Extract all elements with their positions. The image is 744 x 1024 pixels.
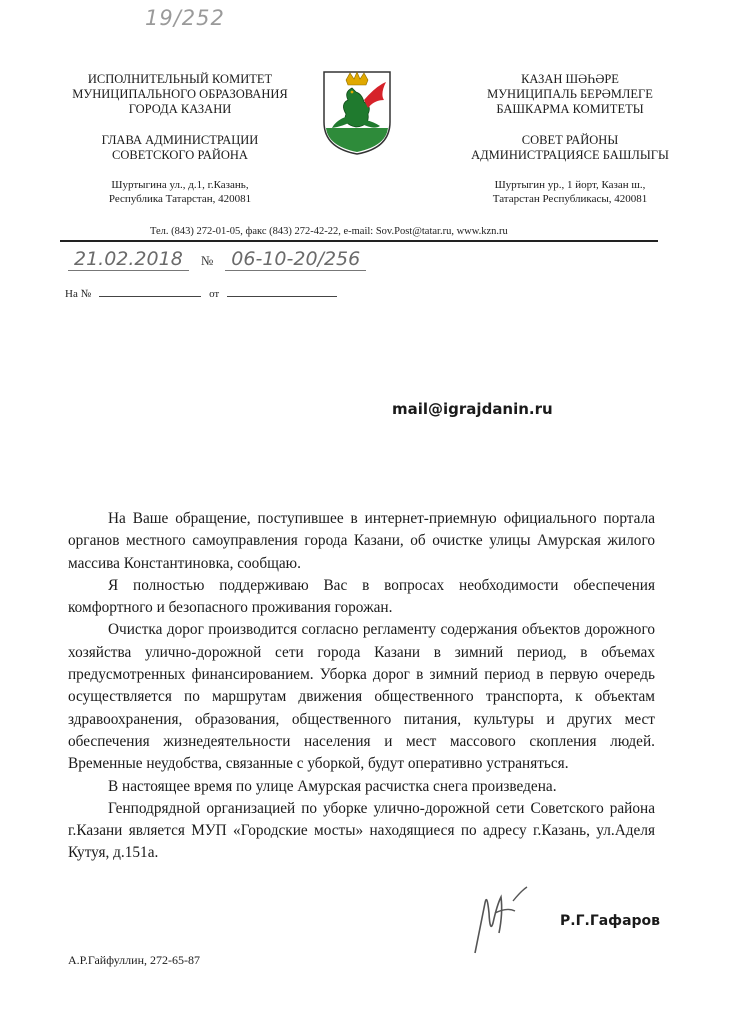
coat-of-arms-emblem — [322, 70, 392, 156]
handwritten-signature — [455, 883, 545, 958]
incoming-no-blank — [99, 287, 201, 297]
header-left-org-line: МУНИЦИПАЛЬНОГО ОБРАЗОВАНИЯ — [72, 87, 288, 101]
incoming-reference — [65, 287, 345, 300]
body-paragraph: На Ваше обращение, поступившее в интернет-приемную официального портала органов местного самоуправления города Казани, об очистке улицы Амурская жилого массива Константиновка, сообщаю. — [68, 510, 655, 572]
header-right-org-line: МУНИЦИПАЛЬ БЕРӘМЛЕГЕ — [487, 87, 653, 101]
header-right-title — [445, 133, 695, 163]
header-left-title-line: СОВЕТСКОГО РАЙОНА — [112, 148, 248, 162]
incoming-no-label: На № — [65, 288, 92, 300]
header-left-address — [60, 178, 300, 206]
header-left-org-line: ГОРОДА КАЗАНИ — [128, 102, 232, 116]
header-right-org — [445, 72, 695, 117]
registration-line — [68, 248, 366, 271]
header-left-title-line: ГЛАВА АДМИНИСТРАЦИИ — [101, 133, 259, 147]
registration-number-label: № — [200, 253, 214, 268]
addressee-email: mail@igrajdanin.ru — [392, 400, 553, 418]
body-paragraph: Генподрядной организацией по уборке улично-дорожной сети Советского района г.Казани является МУП «Городские мосты» находящиеся по адресу г.Казань, ул.Аделя Кутуя, д.151а. — [68, 799, 655, 862]
header-divider — [60, 240, 658, 242]
header-left-org — [60, 72, 300, 117]
signer-name: Р.Г.Гафаров — [560, 913, 661, 929]
header-right-address — [445, 178, 695, 206]
registration-number: 06-10-20/256 — [225, 248, 366, 271]
body-paragraph: В настоящее время по улице Амурская расчистка снега произведена. — [108, 777, 557, 795]
header-right-org-line: БАШКАРМА КОМИТЕТЫ — [496, 102, 644, 116]
header-left-org-line: ИСПОЛНИТЕЛЬНЫЙ КОМИТЕТ — [87, 72, 273, 86]
header-right-address-line: Шуртыгин ур., 1 йорт, Казан ш., — [494, 179, 646, 191]
header-left-address-line: Республика Татарстан, 420081 — [108, 193, 252, 205]
header-left-title — [60, 133, 300, 163]
executor-contact: А.Р.Гайфуллин, 272-65-87 — [68, 953, 200, 967]
incoming-from-label: от — [209, 288, 220, 300]
registration-date: 21.02.2018 — [68, 248, 189, 271]
header-right-address-line: Татарстан Республикасы, 420081 — [492, 193, 648, 205]
body-paragraph: Очистка дорог производится согласно регламенту содержания объектов дорожного хозяйства улично-дорожной сети города Казани в зимний период, в объемах предусмотренных финансированием. Уборка дорог в зимний период в первую очередь осуществляется по маршрутам движения общественного транспорта, к объектам здравоохранения, образования, общественного питания, культуры и других мест обеспечения жизнедеятельности населения и мест массового скопления людей. Временные неудобства, связанные с уборкой, будут оперативно устраняться. — [68, 621, 655, 773]
contacts-line: Тел. (843) 272-01-05, факс (843) 272-42-22, e-mail: Sov.Post@tatar.ru, www.kzn.ru — [150, 226, 508, 237]
header-left-address-line: Шуртыгина ул., д.1, г.Казань, — [111, 179, 249, 191]
header-right-org-line: КАЗАН ШӘҺӘРЕ — [521, 72, 619, 86]
header-right-title-line: СОВЕТ РАЙОНЫ — [521, 133, 619, 147]
body-paragraph: Я полностью поддерживаю Вас в вопросах необходимости обеспечения комфортного и безопасного проживания горожан. — [68, 576, 655, 617]
letter-body — [68, 508, 655, 865]
header-right-title-line: АДМИНИСТРАЦИЯСЕ БАШЛЫГЫ — [471, 148, 669, 162]
handwritten-registration-number: 19/252 — [145, 6, 225, 30]
incoming-from-blank — [227, 287, 337, 297]
